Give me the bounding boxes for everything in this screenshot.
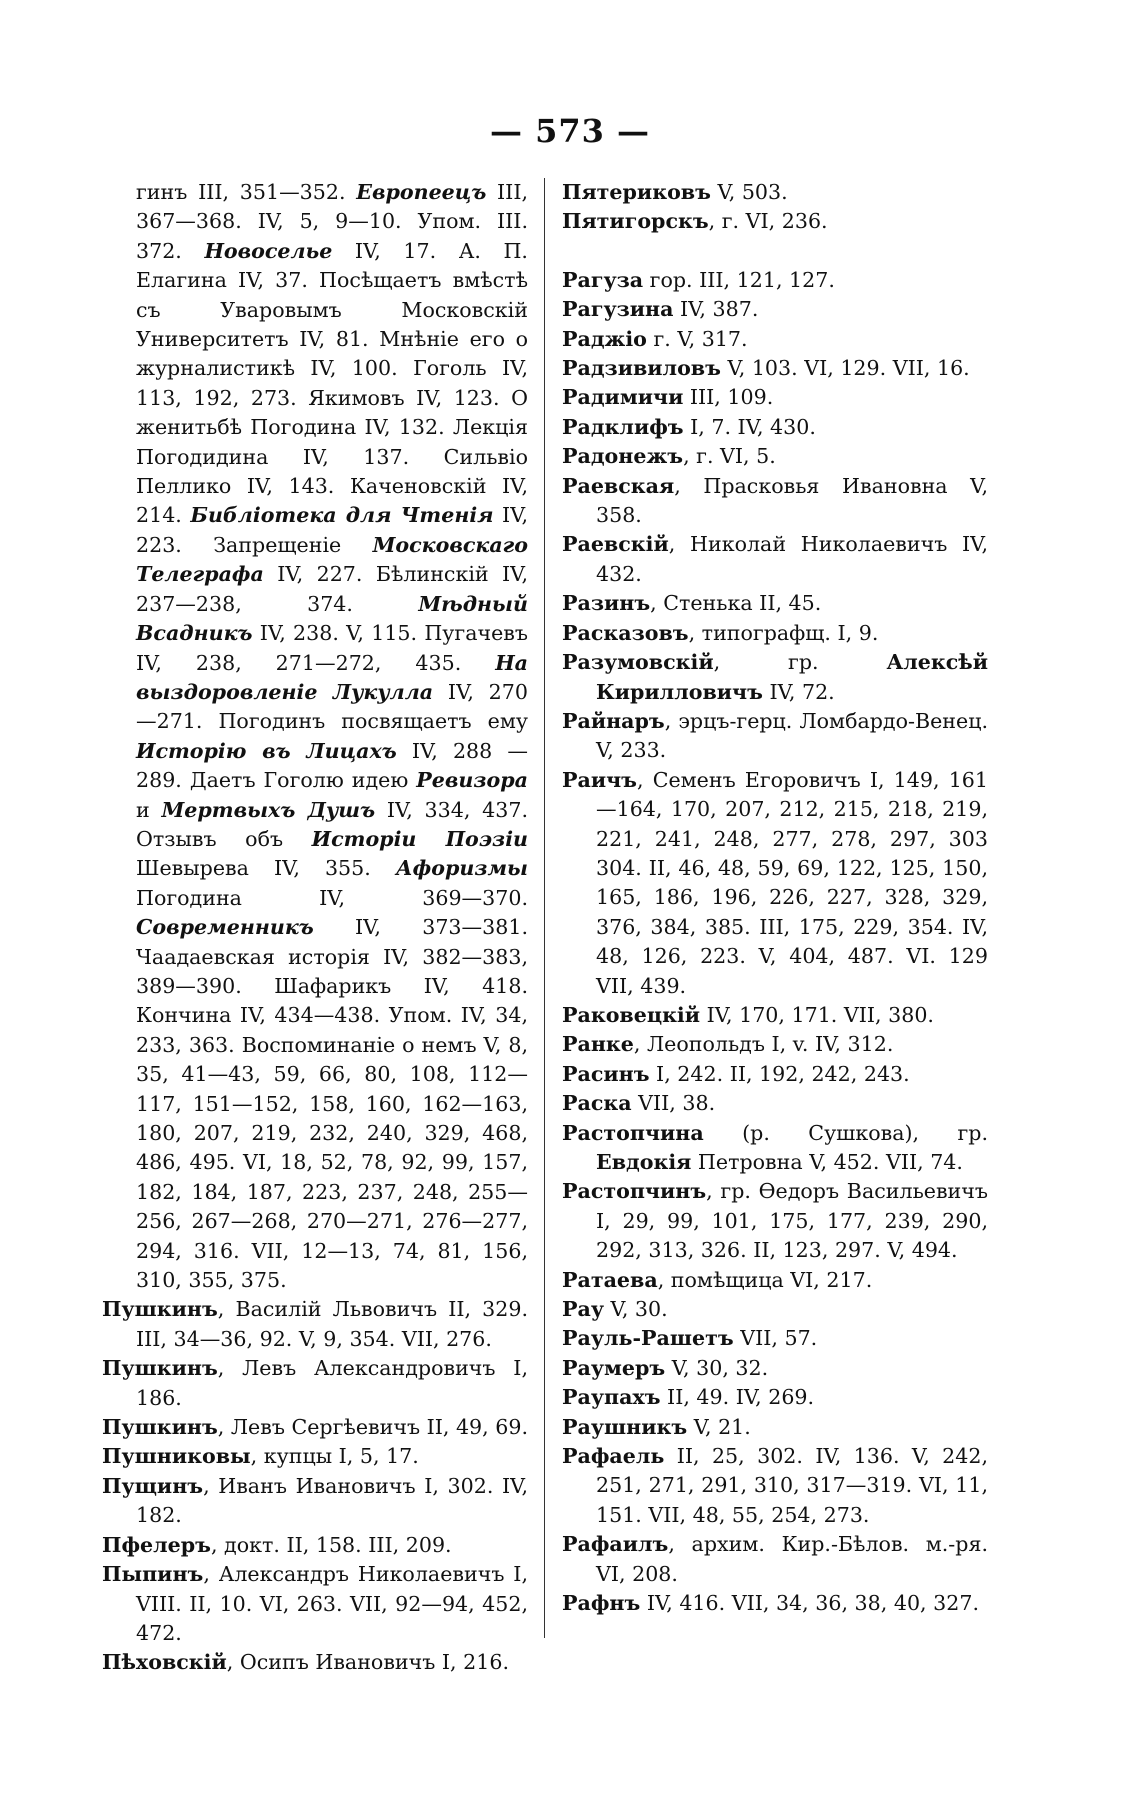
entry-text: , эрцъ-герц. Ломбардо-Венец. V, 233. — [596, 708, 988, 763]
index-entry — [102, 1560, 528, 1648]
page-number: — 573 — — [489, 112, 651, 150]
index-entry — [562, 266, 988, 295]
entry-text: IV, 72. — [762, 679, 835, 704]
entry-spacer — [562, 237, 988, 266]
entry-headword: Раушникъ — [562, 1414, 688, 1439]
index-entry — [562, 1266, 988, 1295]
index-entry — [562, 442, 988, 471]
index-entry — [562, 1442, 988, 1530]
entry-text: Петровна V, 452. VII, 74. — [691, 1150, 963, 1174]
entry-text: , Александръ Николаевичъ I, VIII. II, 10. VI, 263. VII, 92—94, 452, 472. — [136, 1562, 528, 1645]
column-divider — [544, 178, 545, 1638]
entry-text: IV, 288 — 289. Даетъ Гоголю идею — [136, 738, 528, 793]
entry-headword: Рагуза — [562, 267, 644, 292]
entry-text: V, 30, 32. — [665, 1355, 769, 1380]
entry-text: , Осипъ Ивановичъ I, 216. — [226, 1650, 509, 1675]
entry-text: VII, 38. — [631, 1091, 716, 1116]
index-entry — [562, 1030, 988, 1059]
entry-text: , Леопольдъ I, v. IV, 312. — [633, 1032, 894, 1057]
entry-text: Погодина IV, 369—370. — [136, 885, 528, 910]
entry-headword: Разумовскій — [562, 650, 714, 675]
entry-text: III, 367—368. IV, 5, 9—10. Упом. III. 372. — [136, 180, 528, 263]
index-entry — [562, 178, 988, 207]
entry-headword: Радклифъ — [562, 414, 684, 439]
entry-headword: Раковецкій — [562, 1002, 701, 1027]
entry-text: I, 242. II, 192, 242, 243. — [649, 1061, 910, 1086]
index-entry — [102, 1354, 528, 1413]
index-column-right — [562, 178, 988, 1619]
entry-title-italic: Европеецъ — [356, 180, 487, 204]
entry-title-italic: Новоселье — [204, 238, 333, 263]
entry-title-italic: Исторіи Поэзіи — [311, 826, 528, 851]
index-entry — [562, 1354, 988, 1383]
entry-headword: Пущинъ — [102, 1473, 204, 1498]
entry-headword: Пушкинъ — [102, 1356, 218, 1381]
entry-text: , Василій Львовичъ II, 329. III, 34—36, 92. V, 9, 354. VII, 276. — [136, 1297, 528, 1351]
entry-headword: Радзивиловъ — [562, 356, 721, 381]
entry-text: , Иванъ Ивановичъ I, 302. IV, 182. — [136, 1473, 528, 1528]
entry-title-italic: Московскаго Телеграфа — [136, 532, 528, 587]
entry-text: IV, 238. V, 115. Пугачевъ IV, 238, 271—272, 435. — [136, 621, 528, 675]
entry-headword: Рагузина — [562, 297, 674, 322]
entry-title-italic: Мѣдный Всадникъ — [136, 591, 528, 646]
index-entry — [562, 1177, 988, 1265]
entry-headword: Раупахъ — [562, 1385, 661, 1410]
entry-headword: Расинъ — [562, 1061, 650, 1086]
entry-headword: Рафаель — [562, 1444, 665, 1469]
entry-text: V, 103. VI, 129. VII, 16. — [720, 356, 970, 381]
entry-text: IV, 334, 437. Отзывъ объ — [136, 797, 528, 851]
entry-text: IV, 270 —271. Погодинъ посвящаетъ ему — [136, 679, 528, 734]
entry-text: (р. Сушкова), гр. — [703, 1120, 988, 1145]
entry-text: , Николай Николаевичъ IV, 432. — [596, 532, 988, 586]
entry-headword: Раичъ — [562, 767, 637, 792]
entry-text: , типографщ. I, 9. — [688, 620, 879, 645]
index-entry — [562, 207, 988, 236]
entry-text: , г. VI, 5. — [683, 444, 776, 469]
entry-title-italic: Библіотека для Чтенія — [190, 503, 494, 528]
entry-headword: Пушкинъ — [102, 1297, 218, 1322]
index-entry — [562, 619, 988, 648]
index-entry — [562, 707, 988, 766]
entry-title-italic: Современникъ — [136, 915, 314, 940]
entry-headword: Раска — [562, 1091, 632, 1116]
index-entry — [562, 1530, 988, 1589]
index-entry — [562, 1119, 988, 1178]
entry-title-italic: Мертвыхъ Душъ — [161, 797, 376, 822]
index-column-left — [102, 178, 528, 1678]
entry-headword: Раевская — [562, 473, 675, 498]
entry-text: Шевырева IV, 355. — [136, 856, 396, 881]
index-entry — [562, 1413, 988, 1442]
entry-text: , Левъ Сергѣевичъ II, 49, 69. — [217, 1415, 529, 1440]
entry-headword: Раумеръ — [562, 1355, 666, 1380]
index-entry — [102, 1648, 528, 1677]
index-entry — [562, 530, 988, 589]
entry-text: , архим. Кир.-Бѣлов. м.-ря. VI, 208. — [596, 1532, 988, 1586]
entry-headword: Рауль-Рашетъ — [562, 1326, 734, 1351]
entry-text: V, 503. — [710, 180, 788, 204]
entry-headword: Радонежъ — [562, 444, 684, 469]
entry-headword: Ранке — [562, 1032, 634, 1057]
index-entry — [562, 413, 988, 442]
entry-headword: Рафаилъ — [562, 1532, 669, 1557]
index-entry — [562, 1383, 988, 1412]
entry-headword: Расказовъ — [562, 620, 689, 645]
entry-headword: Пфелеръ — [102, 1532, 211, 1557]
entry-text: , докт. II, 158. III, 209. — [210, 1532, 452, 1557]
entry-text: , гр. — [713, 650, 887, 675]
entry-title-italic: Исторію въ Лицахъ — [136, 738, 397, 763]
entry-text: гинъ III, 351—352. — [136, 180, 357, 204]
entry-text: IV, 170, 171. VII, 380. — [700, 1002, 934, 1027]
entry-headword: Пыпинъ — [102, 1562, 204, 1587]
entry-headword: Пушниковы — [102, 1444, 251, 1469]
index-entry — [562, 472, 988, 531]
entry-text: г. V, 317. — [646, 326, 748, 351]
entry-text: , помѣщица VI, 217. — [657, 1267, 873, 1292]
entry-headword: Радимичи — [562, 385, 684, 410]
index-entry — [562, 383, 988, 412]
entry-text: IV, 223. Запрещеніе — [136, 503, 529, 557]
entry-text: , г. VI, 236. — [708, 209, 828, 234]
index-entry — [562, 1324, 988, 1353]
entry-text: , Прасковья Ивановна V, 358. — [596, 473, 988, 528]
index-entry — [562, 766, 988, 1001]
entry-headword: Пятигорскъ — [562, 209, 709, 234]
entry-headword: Рафнъ — [562, 1591, 641, 1616]
entry-text: и — [136, 797, 162, 822]
index-entry — [562, 1089, 988, 1118]
index-entry — [562, 1589, 988, 1618]
index-entry — [562, 1060, 988, 1089]
index-entry — [562, 1295, 988, 1324]
entry-text: IV, 373—381. Чаадаевская исторія IV, 382—383, 389—390. Шафарикъ IV, 418. Кончина IV, 434—438. Упом. IV, 34, 233, 363. Воспоминаніе о немъ V, 8, 35, 41—43, 59, 66, 80, 108, 112—117, 151—152, 158, 160, 162—163, 180, 207, 219, 232, 240, 329, 468, 486, 495. VI, 18, 52, 78, 92, 99, 157, 182, 184, 187, 223, 237, 248, 255—256, 267—268, 270—271, 276—277, 294, 316. VII, 12—13, 74, 81, 156, 310, 355, 375. — [136, 915, 528, 1293]
entry-text: IV, 416. VII, 34, 36, 38, 40, 327. — [640, 1591, 980, 1616]
entry-headword: Ратаева — [562, 1267, 658, 1292]
entry-headword: Разинъ — [562, 591, 651, 616]
index-entry — [562, 648, 988, 707]
entry-title-italic: Ревизора — [416, 768, 528, 793]
entry-headword: Пятериковъ — [562, 180, 711, 204]
entry-text: , купцы I, 5, 17. — [250, 1444, 419, 1469]
index-entry — [562, 295, 988, 324]
index-entry — [102, 1295, 528, 1354]
entry-text: IV, 387. — [673, 297, 759, 322]
entry-text: IV, 17. А. П. Елагина IV, 37. Посѣщаетъ вмѣстѣ съ Уваровымъ Московскій Университетъ IV, 81. Мнѣніе его о журналистикѣ IV, 100. Гоголь IV, 113, 192, 273. Якимовъ IV, 123. О женитьбѣ Погодина IV, 132. Лекція Погодидина IV, 137. Сильвіо Пеллико IV, 143. Каченовскій IV, 214. — [136, 238, 528, 528]
entry-title-italic: Афоризмы — [395, 856, 528, 881]
index-entry — [102, 1472, 528, 1531]
entry-text: V, 21. — [687, 1414, 751, 1439]
index-entry — [562, 1001, 988, 1030]
entry-text: гор. III, 121, 127. — [643, 267, 835, 292]
entry-headword: Алексѣй Кирилловичъ — [596, 650, 988, 704]
entry-text: III, 109. — [683, 385, 774, 410]
entry-headword: Раджіо — [562, 326, 647, 351]
entry-text: , Стенька II, 45. — [650, 591, 822, 616]
entry-text: IV, 227. Бѣлинскій IV, 237—238, 374. — [136, 562, 528, 616]
index-entry — [562, 354, 988, 383]
index-entry — [102, 1531, 528, 1560]
entry-headword: Евдокія — [596, 1150, 692, 1174]
entry-title-italic: На выздоровленіе Лукулла — [136, 650, 528, 704]
entry-headword: Пушкинъ — [102, 1415, 218, 1440]
index-entry — [562, 589, 988, 618]
index-entry — [562, 325, 988, 354]
entry-headword: Пѣховскій — [102, 1650, 227, 1675]
entry-headword: Растопчинъ — [562, 1179, 707, 1204]
index-entry — [102, 178, 528, 1295]
entry-headword: Растопчина — [562, 1120, 704, 1145]
entry-headword: Раевскій — [562, 532, 669, 557]
entry-text: II, 49. IV, 269. — [660, 1385, 815, 1410]
entry-text: I, 7. IV, 430. — [683, 414, 816, 439]
entry-headword: Райнаръ — [562, 708, 665, 733]
entry-text: II, 25, 302. IV, 136. V, 242, 251, 271, 291, 310, 317—319. VI, 11, 151. VII, 48, 55, 254, 273. — [596, 1444, 988, 1527]
entry-headword: Рау — [562, 1297, 605, 1322]
entry-text: VII, 57. — [733, 1326, 818, 1351]
index-entry — [102, 1442, 528, 1471]
entry-text: , Левъ Александровичъ I, 186. — [136, 1356, 528, 1410]
entry-text: , гр. Ѳедоръ Васильевичъ I, 29, 99, 101, 175, 177, 239, 290, 292, 313, 326. II, 123, 297. V, 494. — [596, 1179, 988, 1263]
index-entry — [102, 1413, 528, 1442]
entry-text: , Семенъ Егоровичъ I, 149, 161—164, 170, 207, 212, 215, 218, 219, 221, 241, 248, 277, 278, 297, 303 304. II, 46, 48, 59, 69, 122, 125, 150, 165, 186, 196, 226, 227, 328, 329, 376, 384, 385. III, 175, 229, 354. IV, 48, 126, 223. V, 404, 487. VI. 129 VII, 439. — [596, 767, 988, 998]
entry-text: V, 30. — [604, 1297, 668, 1322]
